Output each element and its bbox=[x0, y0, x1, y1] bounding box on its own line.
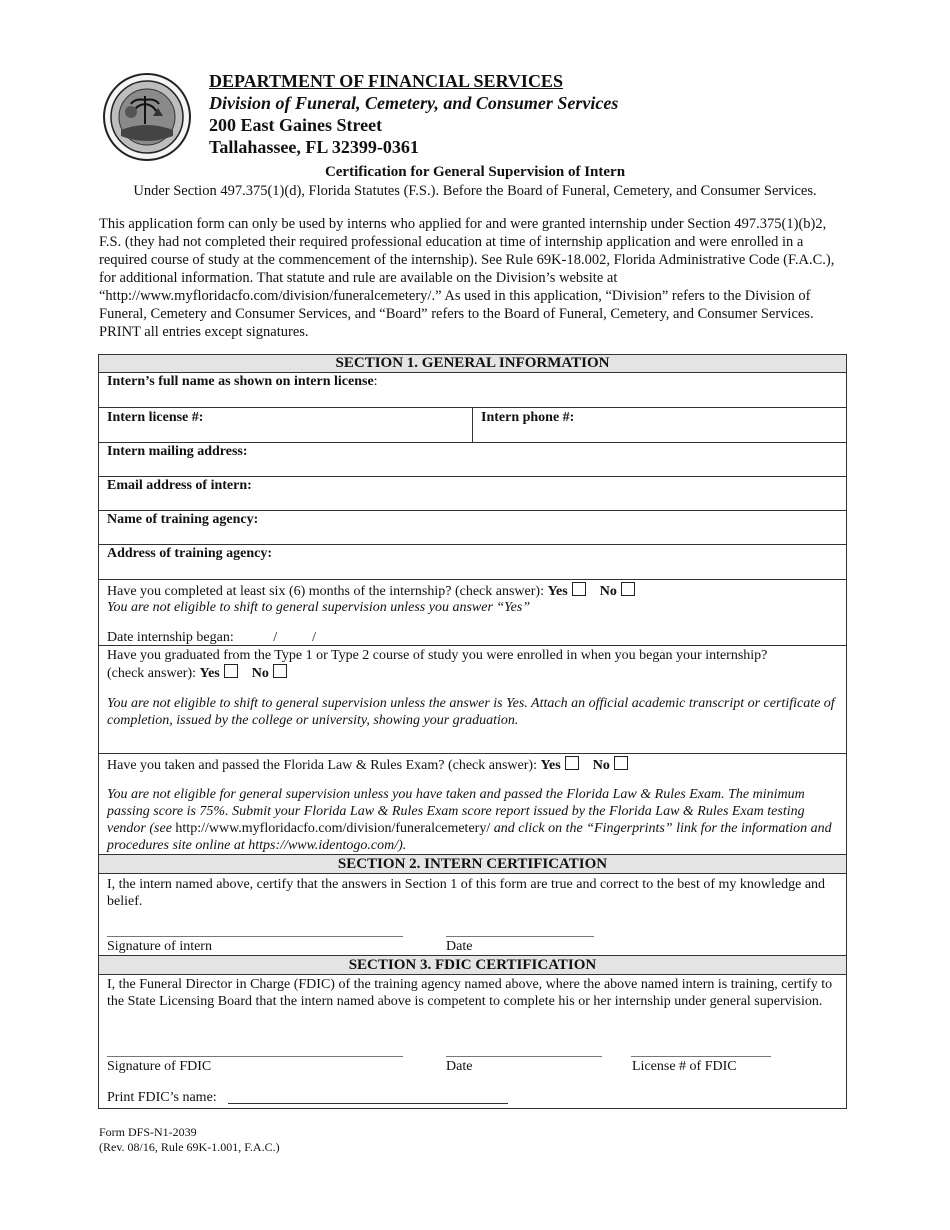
q3-yes-label: Yes bbox=[540, 758, 561, 773]
mailing-label: Intern mailing address: bbox=[107, 444, 248, 459]
form-revision: (Rev. 08/16, Rule 69K-1.001, F.A.C.) bbox=[99, 1140, 280, 1154]
intern-date-line[interactable] bbox=[446, 936, 594, 937]
full-name-row[interactable]: Intern’s full name as shown on intern license: bbox=[99, 373, 846, 408]
q2-yes-label: Yes bbox=[199, 666, 220, 681]
section2-heading: SECTION 2. INTERN CERTIFICATION bbox=[99, 855, 846, 874]
q1-no-label: No bbox=[599, 584, 617, 599]
license-label: Intern license #: bbox=[107, 410, 204, 425]
fdic-print-name-line[interactable] bbox=[228, 1103, 508, 1104]
q2-no-label: No bbox=[251, 666, 269, 681]
fdic-signature-label: Signature of FDIC bbox=[107, 1059, 212, 1074]
fdic-license-line[interactable] bbox=[631, 1056, 771, 1057]
agency-name-label: Name of training agency: bbox=[107, 512, 259, 527]
email-row[interactable] bbox=[99, 477, 846, 511]
phone-label: Intern phone #: bbox=[481, 410, 575, 425]
q3-no-checkbox[interactable] bbox=[614, 756, 628, 770]
date-began-label: Date internship began: bbox=[107, 630, 234, 645]
form-footer bbox=[99, 1125, 280, 1155]
q2-check-label: (check answer): bbox=[107, 666, 197, 681]
column-divider bbox=[472, 408, 473, 442]
intro-paragraph: This application form can only be used by interns who applied for and were granted internship under Section 497.375(1)(b)2, F.S. (they had not completed their required professional education at time of internship application and were enrolled in a required course of study at the commencement of the internship). See Rule 69K-18.002, Florida Administrative Code (F.A.C.), for additional information. That statute and rule are available on the Division’s website at “http://www.myfloridacfo.com/division/funeralcemetery/.” As used in this application, “Division” refers to the Division of Funeral, Cemetery and Consumer Services, and “Board” refers to the Board of Funeral, Cemetery, and Consumer Services. PRINT all entries except signatures. bbox=[99, 216, 835, 340]
fdic-signature-line[interactable] bbox=[107, 1056, 403, 1057]
form-number: Form DFS-N1-2039 bbox=[99, 1125, 197, 1139]
intern-signature-label: Signature of intern bbox=[107, 939, 212, 954]
intern-date-label: Date bbox=[446, 939, 473, 954]
division-name: Division of Funeral, Cemetery, and Consumer Services bbox=[209, 93, 619, 113]
form-table bbox=[98, 354, 847, 1109]
q2-note: You are not eligible to shift to general supervision unless the answer is Yes. Attach an official academic transcript or certificate of completion, issued by the college or university, showing your graduation. bbox=[107, 696, 835, 728]
section1-heading: SECTION 1. GENERAL INFORMATION bbox=[99, 355, 846, 373]
q1-text: Have you completed at least six (6) months of the internship? (check answer): bbox=[107, 584, 544, 599]
email-label: Email address of intern: bbox=[107, 478, 252, 493]
q1-yes-label: Yes bbox=[547, 584, 568, 599]
agency-header bbox=[209, 70, 618, 158]
street-address: 200 East Gaines Street bbox=[209, 115, 383, 135]
section3-text: I, the Funeral Director in Charge (FDIC) of the training agency named above, where the above named intern is training, certify to the State Licensing Board that the intern named above is competent to complete his or her internship under general supervision. bbox=[107, 977, 833, 1009]
q1-row bbox=[99, 580, 846, 646]
form-title: Certification for General Supervision of Intern bbox=[324, 164, 626, 180]
date-began-field[interactable]: / / bbox=[273, 630, 317, 645]
q3-url-link[interactable]: http://www.myfloridacfo.com/division/funeralcemetery/ bbox=[175, 821, 491, 836]
q3-row bbox=[99, 754, 846, 855]
section2-body bbox=[99, 874, 846, 956]
mailing-address-row[interactable] bbox=[99, 443, 846, 477]
q3-yes-checkbox[interactable] bbox=[565, 756, 579, 770]
q3-text: Have you taken and passed the Florida Law & Rules Exam? (check answer): bbox=[107, 758, 537, 773]
section2-text: I, the intern named above, certify that the answers in Section 1 of this form are true and correct to the best of my knowledge and belief. bbox=[107, 877, 826, 909]
fdic-date-line[interactable] bbox=[446, 1056, 602, 1057]
city-address: Tallahassee, FL 32399-0361 bbox=[209, 137, 419, 157]
q2-yes-checkbox[interactable] bbox=[224, 664, 238, 678]
agency-address-label: Address of training agency: bbox=[107, 546, 273, 561]
section3-body bbox=[99, 975, 846, 1109]
fdic-date-label: Date bbox=[446, 1059, 473, 1074]
intern-signature-line[interactable] bbox=[107, 936, 403, 937]
section3-heading: SECTION 3. FDIC CERTIFICATION bbox=[99, 956, 846, 975]
q2-no-checkbox[interactable] bbox=[273, 664, 287, 678]
fdic-print-name-label: Print FDIC’s name: bbox=[107, 1090, 217, 1105]
q3-no-label: No bbox=[592, 758, 610, 773]
q2-text: Have you graduated from the Type 1 or Type 2 course of study you were enrolled in when you began your internship? bbox=[107, 648, 768, 663]
q3-note: You are not eligible for general supervision unless you have taken and passed the Florida Law & Rules Exam. The minimum passing score is 75%. Submit your Florida Law & Rules Exam score report issued by the Florida Law & Rules Exam testing vendor (see http://www.myfloridacfo.com/division/funeralcemetery/ and click on the “Fingerprints” link for the information and procedures site online at https://www.identogo.com/). bbox=[107, 787, 832, 853]
q1-no-checkbox[interactable] bbox=[621, 582, 635, 596]
florida-state-seal bbox=[101, 72, 193, 162]
license-phone-row bbox=[99, 408, 846, 443]
department-name: DEPARTMENT OF FINANCIAL SERVICES bbox=[209, 71, 563, 91]
q2-row bbox=[99, 646, 846, 754]
form-subtitle: Under Section 497.375(1)(d), Florida Statutes (F.S.). Before the Board of Funeral, Cemetery, and Consumer Services. bbox=[133, 183, 817, 199]
q1-yes-checkbox[interactable] bbox=[572, 582, 586, 596]
agency-name-row[interactable] bbox=[99, 511, 846, 545]
agency-address-row[interactable] bbox=[99, 545, 846, 580]
q1-note: You are not eligible to shift to general supervision unless you answer “Yes” bbox=[107, 600, 531, 615]
fdic-license-label: License # of FDIC bbox=[632, 1059, 737, 1074]
full-name-label: Intern’s full name as shown on intern license bbox=[107, 374, 374, 389]
